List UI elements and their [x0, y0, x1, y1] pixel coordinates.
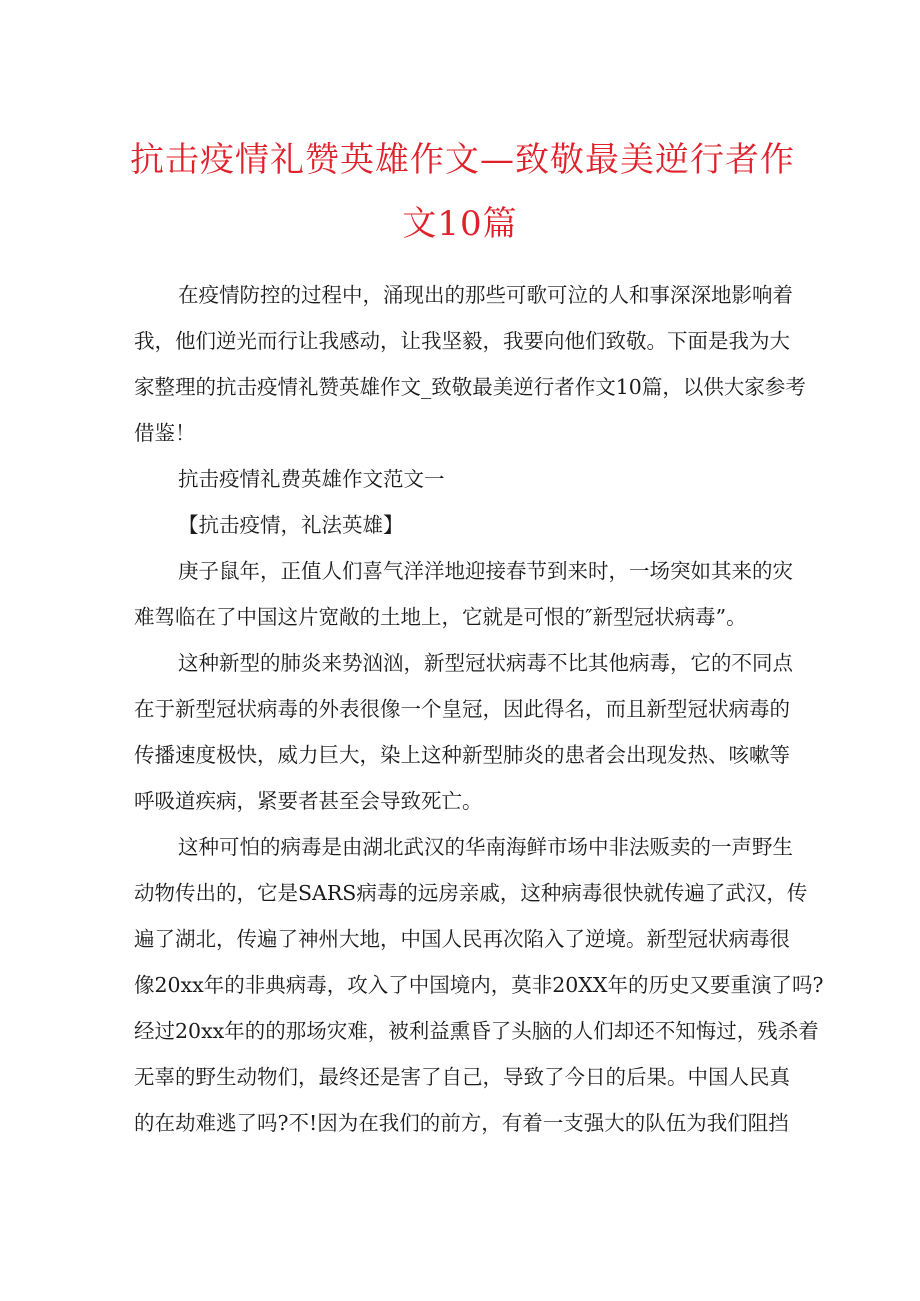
- paragraph-1-line-2: 难驾临在了中国这片宽敞的土地上，它就是可恨的″新型冠状病毒”。: [134, 605, 747, 629]
- paragraph-3-line-3: 遍了湖北，传遍了神州大地，中国人民再次陷入了逆境。新型冠状病毒很: [134, 927, 790, 951]
- paragraph-3-line-1: 这种可怕的病毒是由湖北武汉的华南海鲜市场中非法贩卖的一声野生: [178, 835, 793, 859]
- paragraph-3-line-5: 经过20xx年的的那场灾难，被利益熏昏了头脑的人们却还不知悔过，残杀着: [134, 1019, 819, 1043]
- intro-line-1: 在疫情防控的过程中，涌现出的那些可歌可泣的人和事深深地影响着: [178, 283, 793, 307]
- paragraph-2-line-3: 传播速度极快，威力巨大，染上这种新型肺炎的患者会出现发热、咳嗽等: [134, 743, 790, 767]
- paragraph-1-line-1: 庚子鼠年，正值人们喜气洋洋地迎接春节到来时，一场突如其来的灾: [178, 559, 793, 583]
- document-title: [130, 128, 795, 256]
- intro-line-3: 家整理的抗击疫情礼赞英雄作文_致敬最美逆行者作文10篇，以供大家参考: [134, 375, 806, 399]
- intro-line-2: 我，他们逆光而行让我感动，让我坚毅，我要向他们致敬。下面是我为大: [134, 329, 790, 353]
- intro-line-4: 借鉴！: [134, 421, 196, 445]
- paragraph-2-line-1: 这种新型的肺炎来势汹汹，新型冠状病毒不比其他病毒，它的不同点: [178, 651, 793, 675]
- title-line-2: 文10篇: [402, 204, 518, 244]
- paragraph-3-line-6: 无辜的野生动物们，最终还是害了自己，导致了今日的后果。中国人民真: [134, 1065, 790, 1089]
- paragraph-2-line-4: 呼吸道疾病，紧要者甚至会导致死亡。: [134, 789, 483, 813]
- paragraph-3-line-2: 动物传出的，它是SARS病毒的远房亲戚，这种病毒很快就传遍了武汉，传: [134, 881, 808, 905]
- document-body: [134, 272, 824, 1146]
- section-heading: 抗击疫情礼费英雄作文范文一: [178, 467, 445, 491]
- paragraph-3-line-7: 的在劫难逃了吗?不!因为在我们的前方，有着一支强大的队伍为我们阻挡: [134, 1111, 789, 1135]
- paragraph-2-line-2: 在于新型冠状病毒的外表很像一个皇冠，因此得名，而且新型冠状病毒的: [134, 697, 790, 721]
- paragraph-3-line-4: 像20xx年的非典病毒，攻入了中国境内，莫非20XX年的历史又要重演了吗?: [134, 973, 824, 997]
- title-line-1: 抗击疫情礼赞英雄作文—致敬最美逆行者作: [130, 140, 795, 180]
- essay-subtitle: 【抗击疫情，礼法英雄】: [178, 513, 404, 537]
